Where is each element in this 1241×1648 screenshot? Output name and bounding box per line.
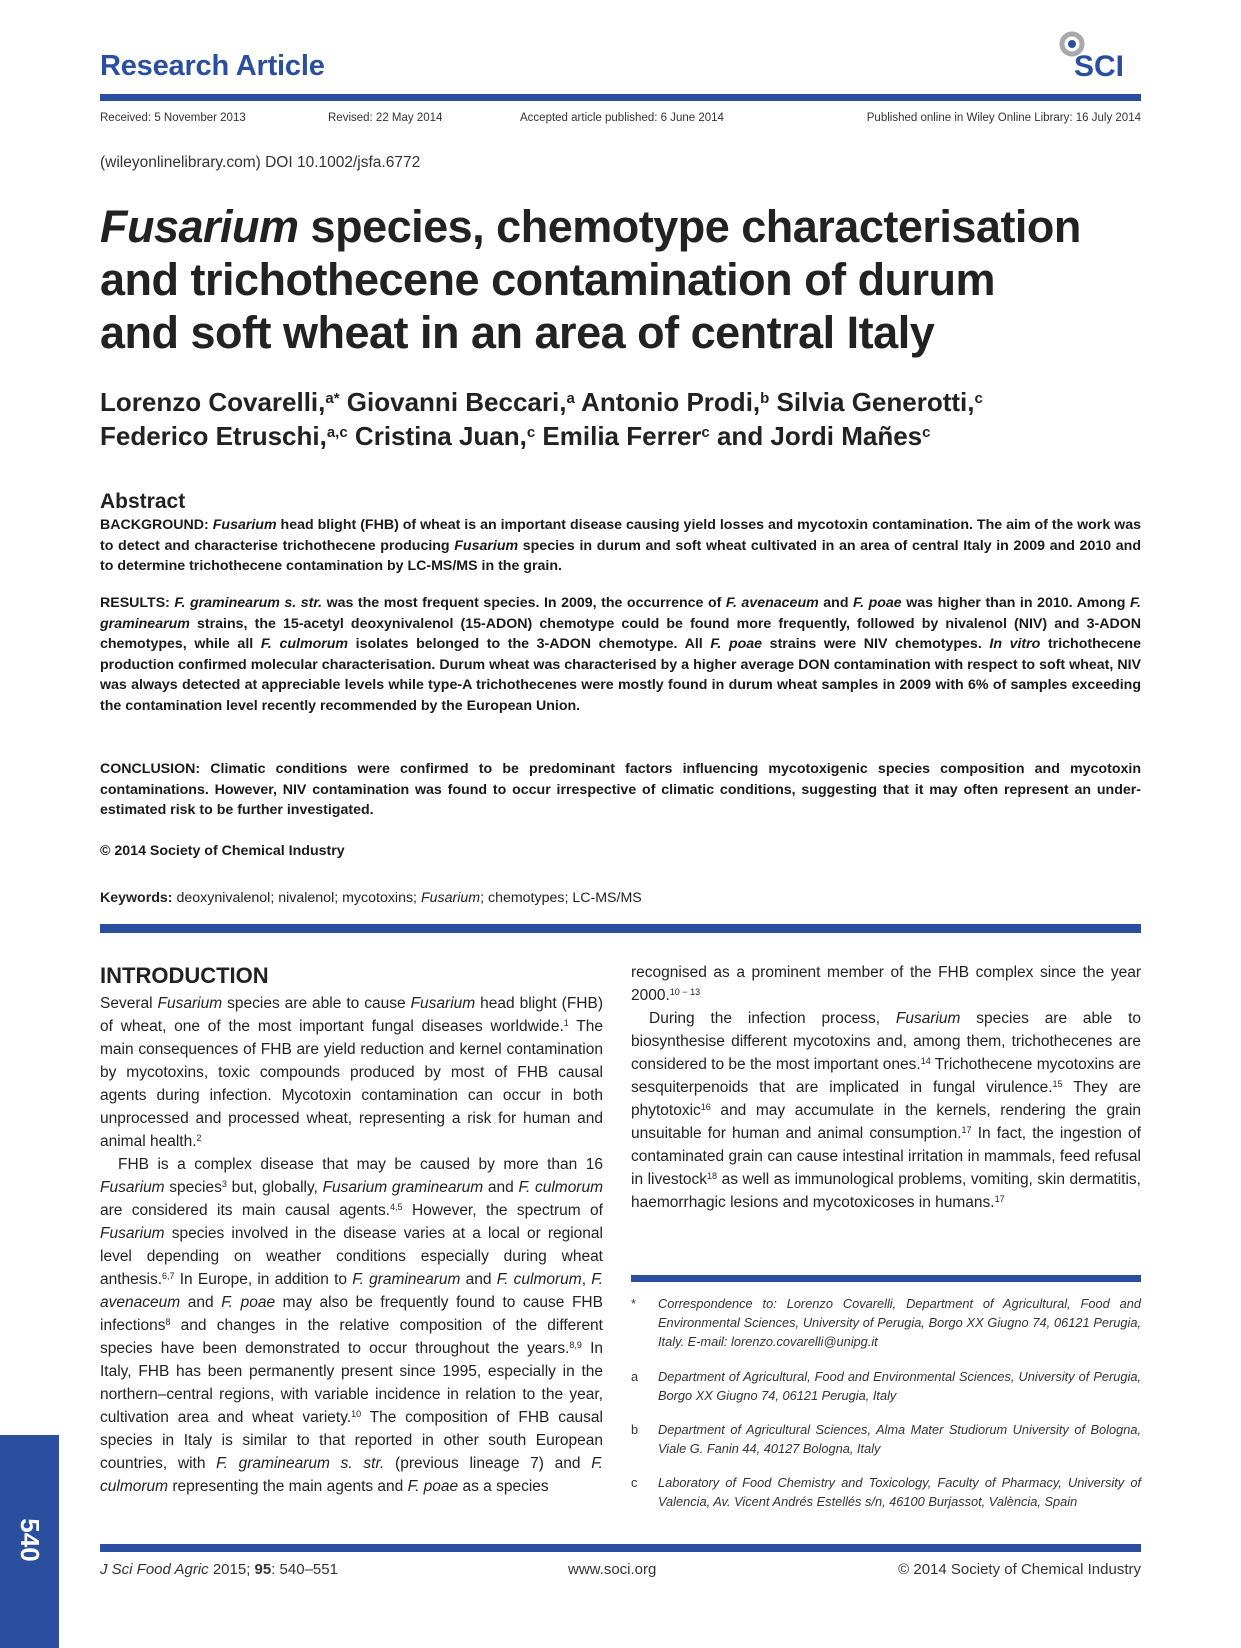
body-text: and changes in the relative composition of the different species have been demonstrated to occur throughout the years. <box>100 1317 603 1357</box>
author-affiliation: c <box>922 424 931 441</box>
body-text: and may accumulate in the kernels, rendering the grain unsuitable for human and animal consumption. <box>631 1102 1141 1142</box>
italic-term: Fusarium <box>100 1225 165 1242</box>
body-text: species <box>164 1179 222 1196</box>
citation-ref: 14 <box>920 1056 931 1066</box>
footnote-text: Department of Agricultural, Food and Environmental Sciences, University of Perugia, Borgo XX Giugno 74, 06121 Perugia, Italy <box>658 1369 1141 1403</box>
abstract-text: strains, the 15-acetyl deoxynivalenol (15-ADON) chemotype could be found more frequently, followed by nivalenol (NIV) and 3-ADON chemotypes, while all <box>100 615 1141 653</box>
title-italic: Fusarium <box>100 201 299 252</box>
abstract-heading: Abstract <box>100 490 186 513</box>
background-label: BACKGROUND: <box>100 517 209 533</box>
italic-term: Fusarium <box>100 1179 165 1196</box>
title-line1: species, chemotype characterisation <box>298 201 1081 252</box>
sci-logo <box>1050 30 1140 80</box>
author: Emilia Ferrer <box>535 421 702 451</box>
author-affiliation: b <box>760 390 770 407</box>
introduction-heading: INTRODUCTION <box>100 963 269 988</box>
footnote-text: Department of Agricultural Sciences, Alma Mater Studiorum University of Bologna, Viale G. Fanin 44, 40127 Bologna, Italy <box>658 1422 1141 1456</box>
footnote-affiliation-a <box>631 1367 1141 1405</box>
svg-text:SCI: SCI <box>1074 50 1125 80</box>
body-text: species are able to cause <box>222 995 411 1012</box>
journal-citation <box>100 1561 338 1578</box>
abstract-text: species in durum and soft wheat cultivated in an area of central Italy in 2009 and 2010 and to determine trichothecene contamination by LC-MS/MS in the grain. <box>100 537 1141 575</box>
journal-name: J Sci Food Agric <box>100 1561 209 1578</box>
citation-ref: 8 <box>165 1317 171 1327</box>
citation-ref: 15 <box>1052 1079 1063 1089</box>
species-name: F. graminearum <box>100 595 1141 632</box>
page-number: 540 <box>15 1518 46 1562</box>
body-column-right <box>631 961 1141 1214</box>
author: Silvia Generotti, <box>769 387 975 417</box>
keywords-label: Keywords: <box>100 890 173 906</box>
article-title <box>100 200 1141 359</box>
revised-date: Revised: 22 May 2014 <box>328 112 443 124</box>
species-name: F. graminearum s. str. <box>174 595 323 611</box>
body-text: Trichothecene mycotoxins are sesquiterpenoids that are implicated in fungal virulence. <box>631 1056 1142 1096</box>
citation-pages: : 540–551 <box>271 1561 338 1578</box>
footnote-text: Correspondence to: Lorenzo Covarelli, Department of Agricultural, Food and Environmental Sciences, University of Perugia, Borgo XX Giugno 74, 06121 Perugia, Italy. E-mail: lorenzo.covarelli@unipg.it <box>658 1296 1141 1349</box>
body-text: species involved in the disease varies at a local or regional level depending on weather conditions especially during wheat anthesis. <box>100 1225 603 1288</box>
author-affiliation: a <box>566 390 575 407</box>
italic-term: Fusarium <box>157 995 223 1012</box>
citation-volume: 95 <box>254 1561 272 1578</box>
intro-paragraph <box>631 961 1141 1007</box>
body-text: are considered its main causal agents. <box>100 1202 391 1219</box>
author: Federico Etruschi, <box>100 421 327 451</box>
footnote-mark: * <box>631 1296 636 1311</box>
keywords <box>100 890 642 906</box>
citation-ref: 6,7 <box>162 1271 175 1281</box>
abstract-background <box>100 515 1141 577</box>
citation-ref: 17 <box>961 1125 972 1135</box>
citation-ref: 4,5 <box>390 1202 403 1212</box>
citation-ref: 1 <box>563 1018 569 1028</box>
footnote-affiliation-b <box>631 1420 1141 1458</box>
body-text: During the infection process, <box>649 1010 896 1027</box>
citation-ref: 3 <box>221 1179 227 1189</box>
author: Lorenzo Covarelli, <box>100 387 326 417</box>
author-affiliation: c <box>526 424 536 441</box>
header-rule <box>100 94 1141 101</box>
species-name: F. avenaceum <box>725 595 819 611</box>
italic-term: F. avenaceum <box>100 1271 603 1311</box>
italic-term: F. poae <box>407 1478 459 1495</box>
body-text: representing the main agents and <box>168 1478 408 1495</box>
body-text: FHB is a complex disease that may be caused by more than 16 <box>118 1156 603 1173</box>
footnote-mark: a <box>631 1369 639 1384</box>
citation-ref: 16 <box>700 1102 711 1112</box>
citation-ref: 2 <box>196 1133 202 1143</box>
title-line3: and soft wheat in an area of central Italy <box>100 307 935 358</box>
body-column-left <box>100 992 603 1498</box>
species-name: In vitro <box>989 636 1041 653</box>
keywords-text: deoxynivalenol; nivalenol; mycotoxins; <box>172 890 421 906</box>
body-text: However, the spectrum of <box>402 1202 603 1219</box>
abstract-text: was the most frequent species. In 2009, the occurrence of <box>322 595 726 611</box>
body-text: (previous lineage 7) and <box>384 1455 592 1472</box>
author-affiliation: a* <box>325 390 340 407</box>
intro-paragraph <box>100 1153 603 1498</box>
body-text: , <box>581 1271 592 1288</box>
body-text: species are able to biosynthesise different mycotoxins and, among them, trichothecenes are considered to be the most important ones. <box>631 1010 1141 1073</box>
keywords-text: Fusarium <box>420 890 481 906</box>
abstract-text: Climatic conditions were confirmed to be predominant factors influencing mycotoxigenic species composition and mycotoxin contaminations. However, NIV contamination was found to occur irrespective of climatic conditions, suggesting that it may often represent an under-estimated risk to be further investigated. <box>100 761 1141 819</box>
italic-term: F. culmorum <box>100 1455 603 1495</box>
section-rule <box>100 924 1141 933</box>
received-date: Received: 5 November 2013 <box>100 112 246 124</box>
footnote-mark: b <box>631 1422 639 1437</box>
citation-ref: 10 <box>351 1409 362 1419</box>
citation-ref: 8,9 <box>569 1340 582 1350</box>
species-name: Fusarium <box>212 517 277 533</box>
italic-term: Fusarium graminearum <box>322 1179 484 1196</box>
italic-term: F. culmorum <box>496 1271 582 1288</box>
body-text: but, globally, <box>226 1179 323 1196</box>
body-text: recognised as a prominent member of the FHB complex since the year 2000. <box>631 964 1141 1004</box>
body-text: as a species <box>458 1478 549 1495</box>
body-text: as well as immunological problems, vomiting, skin dermatitis, haemorrhagic lesions and mycotoxicoses in humans. <box>631 1171 1141 1211</box>
species-name: Fusarium <box>454 537 519 554</box>
footnote-correspondence <box>631 1294 1141 1351</box>
abstract-text: was higher than in 2010. Among <box>901 595 1130 611</box>
author: Giovanni Beccari, <box>339 387 567 417</box>
species-name: F. poae <box>853 595 902 611</box>
footer-rule <box>100 1544 1141 1552</box>
footnote-rule <box>631 1275 1141 1282</box>
author-affiliation: c <box>701 424 710 441</box>
results-label: RESULTS: <box>100 595 170 611</box>
conclusion-label: CONCLUSION: <box>100 761 201 777</box>
species-name: F. poae <box>710 636 763 653</box>
body-text: They are phytotoxic <box>631 1079 1141 1119</box>
abstract-text: strains were NIV chemotypes. <box>762 636 990 653</box>
italic-term: Fusarium <box>895 1010 961 1027</box>
body-text: In Italy, FHB has been permanently present since 1995, especially in the northern–central regions, with variable incidence in relation to the year, cultivation area and wheat variety. <box>100 1340 603 1426</box>
body-text: In fact, the ingestion of contaminated grain can cause intestinal irritation in mammals, feed refusal in livestock <box>631 1125 1141 1188</box>
body-text: The composition of FHB causal species in Italy is similar to that reported in other south European countries, with <box>100 1409 603 1472</box>
body-text: Several <box>100 995 158 1012</box>
author: Antonio Prodi, <box>574 387 761 417</box>
citation-ref: 18 <box>707 1171 718 1181</box>
author: Cristina Juan, <box>347 421 527 451</box>
species-name: F. culmorum <box>260 636 349 653</box>
abstract-copyright: © 2014 Society of Chemical Industry <box>100 843 345 859</box>
citation-year: 2015; <box>208 1561 255 1578</box>
footer-copyright: © 2014 Society of Chemical Industry <box>898 1561 1141 1578</box>
italic-term: Fusarium <box>410 995 476 1012</box>
body-text: and <box>460 1271 497 1288</box>
title-line2: and trichothecene contamination of durum <box>100 254 996 305</box>
italic-term: F. graminearum <box>352 1271 461 1288</box>
author-affiliation: c <box>974 390 983 407</box>
italic-term: F. culmorum <box>518 1179 604 1196</box>
keywords-text: ; chemotypes; LC-MS/MS <box>480 890 642 906</box>
section-label: Research Article <box>100 50 325 82</box>
doi[interactable]: (wileyonlinelibrary.com) DOI 10.1002/jsfa.6772 <box>100 154 421 171</box>
body-text: may also be frequently found to cause FHB infections <box>100 1294 603 1334</box>
body-text: In Europe, in addition to <box>174 1271 353 1288</box>
journal-website[interactable]: www.soci.org <box>568 1561 657 1578</box>
accepted-date: Accepted article published: 6 June 2014 <box>520 112 724 124</box>
citation-ref: 17 <box>994 1194 1005 1204</box>
citation-ref: 10 − 13 <box>669 987 701 997</box>
body-text: and <box>180 1294 222 1311</box>
author: and Jordi Mañes <box>709 421 923 451</box>
abstract-text: trichothecene production confirmed molecular characterisation. Durum wheat was characterised by a higher average DON contamination with respect to soft wheat, NIV was always detected at appreciable levels while type-A trichothecenes were mostly found in durum wheat samples in 2009 with 6% of samples exceeding the contamination level recently recommended by the European Union. <box>100 636 1141 714</box>
published-date: Published online in Wiley Online Library: 16 July 2014 <box>866 112 1141 124</box>
abstract-conclusion <box>100 759 1141 821</box>
footnote-mark: c <box>631 1475 638 1490</box>
abstract-text: and <box>818 595 854 611</box>
footnote-text: Laboratory of Food Chemistry and Toxicology, Faculty of Pharmacy, University of Valencia, Av. Vicent Andrés Estellés s/n, 46100 Burjassot, València, Spain <box>658 1475 1141 1509</box>
abstract-text: isolates belonged to the 3-ADON chemotype. All <box>348 636 711 653</box>
author-affiliation: a,c <box>326 424 348 441</box>
body-text: and <box>483 1179 519 1196</box>
intro-paragraph <box>100 992 603 1153</box>
italic-term: F. graminearum s. str. <box>216 1455 385 1472</box>
abstract-results <box>100 593 1141 717</box>
body-text: The main consequences of FHB are yield reduction and kernel contamination by mycotoxins, toxic compounds produced by most of FHB causal agents during infection. Mycotoxin contamination can occur in both unprocessed and processed wheat, representing a risk for human and animal health. <box>100 1018 603 1150</box>
italic-term: F. poae <box>221 1294 276 1311</box>
abstract-text: head blight (FHB) of wheat is an important disease causing yield losses and mycotoxin contamination. The aim of the work was to detect and characterise trichothecene producing <box>100 517 1141 554</box>
footnote-affiliation-c <box>631 1473 1141 1511</box>
intro-paragraph <box>631 1007 1141 1214</box>
body-text: head blight (FHB) of wheat, one of the most important fungal diseases worldwide. <box>100 995 604 1035</box>
author-list <box>100 385 1141 453</box>
